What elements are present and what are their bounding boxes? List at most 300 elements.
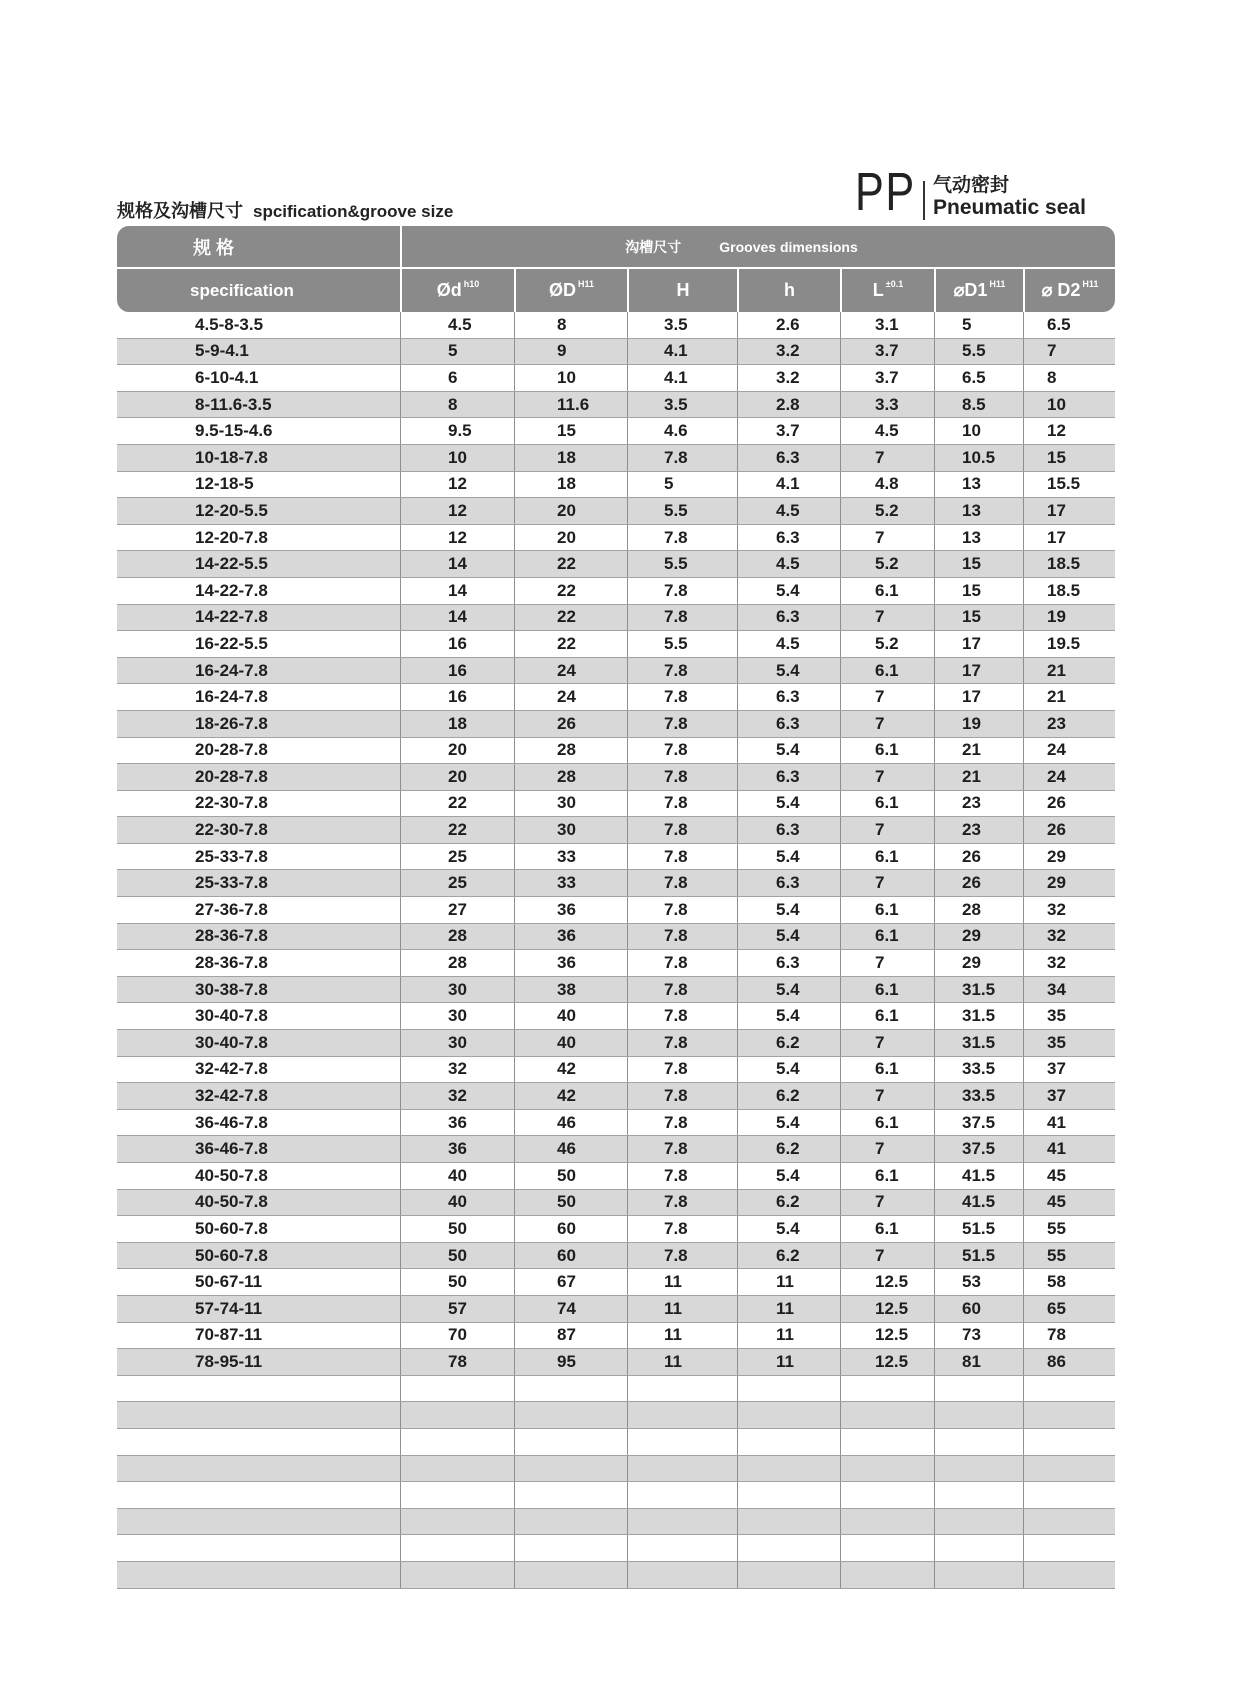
cell-d: 16 bbox=[400, 684, 514, 710]
cell-spec: 22-30-7.8 bbox=[195, 820, 268, 840]
cell-H: 5.5 bbox=[627, 551, 737, 577]
cell-L: 7 bbox=[840, 950, 934, 976]
cell-D: 36 bbox=[514, 924, 627, 950]
cell-h: 6.2 bbox=[737, 1190, 840, 1216]
cell-d bbox=[400, 1456, 514, 1482]
cell-spec: 16-24-7.8 bbox=[195, 660, 268, 680]
cell-spec: 50-60-7.8 bbox=[195, 1245, 268, 1265]
cell-L: 7 bbox=[840, 711, 934, 737]
cell-D1: 13 bbox=[934, 472, 1023, 498]
cell-D2: 26 bbox=[1023, 791, 1115, 817]
cell-D1: 37.5 bbox=[934, 1110, 1023, 1136]
cell-D2: 24 bbox=[1023, 738, 1115, 764]
table-row bbox=[117, 605, 1115, 632]
cell-d: 27 bbox=[400, 897, 514, 923]
spec-header-en: specification bbox=[190, 280, 294, 300]
cell-d: 6 bbox=[400, 365, 514, 391]
cell-L bbox=[840, 1535, 934, 1561]
cell-d: 25 bbox=[400, 870, 514, 896]
cell-d: 20 bbox=[400, 738, 514, 764]
cell-H: 11 bbox=[627, 1323, 737, 1349]
cell-spec: 4.5-8-3.5 bbox=[195, 314, 264, 334]
cell-D2: 37 bbox=[1023, 1057, 1115, 1083]
table-row bbox=[117, 1190, 1115, 1217]
table-row bbox=[117, 418, 1115, 445]
table-row bbox=[117, 1136, 1115, 1163]
column-header-label: h bbox=[784, 280, 795, 300]
column-header-label: H bbox=[676, 280, 690, 300]
cell-d: 30 bbox=[400, 1030, 514, 1056]
cell-spec: 70-87-11 bbox=[195, 1325, 263, 1345]
cell-H: 7.8 bbox=[627, 711, 737, 737]
cell-L: 4.8 bbox=[840, 472, 934, 498]
cell-D2: 21 bbox=[1023, 684, 1115, 710]
cell-H: 7.8 bbox=[627, 605, 737, 631]
table-row bbox=[117, 950, 1115, 977]
blank-row bbox=[117, 1509, 1115, 1536]
table-row bbox=[117, 392, 1115, 419]
cell-D: 74 bbox=[514, 1296, 627, 1322]
table-row bbox=[117, 1030, 1115, 1057]
cell-D1: 8.5 bbox=[934, 392, 1023, 418]
cell-L bbox=[840, 1482, 934, 1508]
cell-H: 7.8 bbox=[627, 578, 737, 604]
cell-d: 9.5 bbox=[400, 418, 514, 444]
cell-D1: 21 bbox=[934, 764, 1023, 790]
column-header-L bbox=[840, 269, 934, 312]
cell-h bbox=[737, 1482, 840, 1508]
cell-D1: 81 bbox=[934, 1349, 1023, 1375]
cell-spec: 12-18-5 bbox=[195, 474, 254, 494]
cell-D1: 26 bbox=[934, 870, 1023, 896]
cell-H: 3.5 bbox=[627, 392, 737, 418]
column-header-label: ⌀D1 bbox=[953, 280, 988, 300]
groove-header-en: Grooves dimensions bbox=[719, 238, 858, 255]
table-row bbox=[117, 365, 1115, 392]
cell-D2: 8 bbox=[1023, 365, 1115, 391]
cell-h bbox=[737, 1535, 840, 1561]
cell-D: 18 bbox=[514, 445, 627, 471]
cell-h: 6.3 bbox=[737, 950, 840, 976]
cell-D: 22 bbox=[514, 631, 627, 657]
cell-D2: 18.5 bbox=[1023, 578, 1115, 604]
cell-L bbox=[840, 1562, 934, 1588]
table-row bbox=[117, 1269, 1115, 1296]
cell-D2: 19.5 bbox=[1023, 631, 1115, 657]
cell-d: 25 bbox=[400, 844, 514, 870]
cell-L bbox=[840, 1456, 934, 1482]
cell-d: 22 bbox=[400, 817, 514, 843]
cell-h: 6.3 bbox=[737, 711, 840, 737]
table-row bbox=[117, 738, 1115, 765]
cell-D: 22 bbox=[514, 551, 627, 577]
cell-D1: 19 bbox=[934, 711, 1023, 737]
blank-row bbox=[117, 1429, 1115, 1456]
cell-D1: 5 bbox=[934, 312, 1023, 338]
cell-d bbox=[400, 1509, 514, 1535]
cell-D1: 10 bbox=[934, 418, 1023, 444]
table-row bbox=[117, 551, 1115, 578]
cell-L: 6.1 bbox=[840, 658, 934, 684]
cell-H: 7.8 bbox=[627, 658, 737, 684]
cell-D: 22 bbox=[514, 605, 627, 631]
cell-D2: 29 bbox=[1023, 870, 1115, 896]
cell-D1: 37.5 bbox=[934, 1136, 1023, 1162]
cell-H bbox=[627, 1402, 737, 1428]
cell-d: 30 bbox=[400, 1003, 514, 1029]
cell-H: 3.5 bbox=[627, 312, 737, 338]
cell-h bbox=[737, 1509, 840, 1535]
cell-spec: 57-74-11 bbox=[195, 1298, 263, 1318]
cell-D1 bbox=[934, 1402, 1023, 1428]
cell-d: 12 bbox=[400, 472, 514, 498]
cell-L: 12.5 bbox=[840, 1296, 934, 1322]
cell-L: 7 bbox=[840, 1243, 934, 1269]
cell-D1 bbox=[934, 1376, 1023, 1402]
cell-h bbox=[737, 1456, 840, 1482]
table-row bbox=[117, 1003, 1115, 1030]
section-title bbox=[117, 199, 453, 225]
cell-h: 5.4 bbox=[737, 924, 840, 950]
cell-D2: 6.5 bbox=[1023, 312, 1115, 338]
cell-D: 38 bbox=[514, 977, 627, 1003]
cell-spec: 9.5-15-4.6 bbox=[195, 421, 273, 441]
table-row bbox=[117, 897, 1115, 924]
cell-spec: 12-20-5.5 bbox=[195, 500, 268, 520]
cell-D: 24 bbox=[514, 658, 627, 684]
cell-L: 7 bbox=[840, 1190, 934, 1216]
cell-spec: 50-60-7.8 bbox=[195, 1218, 268, 1238]
cell-d: 5 bbox=[400, 339, 514, 365]
cell-d: 32 bbox=[400, 1083, 514, 1109]
cell-h: 5.4 bbox=[737, 897, 840, 923]
cell-D: 40 bbox=[514, 1030, 627, 1056]
cell-D1 bbox=[934, 1535, 1023, 1561]
cell-H bbox=[627, 1429, 737, 1455]
cell-D: 67 bbox=[514, 1269, 627, 1295]
cell-D1: 33.5 bbox=[934, 1083, 1023, 1109]
table-row bbox=[117, 924, 1115, 951]
cell-D: 40 bbox=[514, 1003, 627, 1029]
cell-spec bbox=[117, 1376, 400, 1402]
cell-spec: 36-46-7.8 bbox=[195, 1139, 268, 1159]
cell-D: 33 bbox=[514, 844, 627, 870]
cell-d: 30 bbox=[400, 977, 514, 1003]
cell-D2: 55 bbox=[1023, 1216, 1115, 1242]
spec-header-cn: 规 格 bbox=[193, 237, 235, 258]
table-row bbox=[117, 844, 1115, 871]
table-header-row-2 bbox=[117, 269, 1115, 312]
column-header-label: ⌀ D2 bbox=[1041, 280, 1081, 300]
column-header-tolerance: h10 bbox=[463, 278, 480, 289]
cell-d bbox=[400, 1535, 514, 1561]
cell-D2: 18.5 bbox=[1023, 551, 1115, 577]
cell-D1: 41.5 bbox=[934, 1163, 1023, 1189]
cell-spec: 20-28-7.8 bbox=[195, 766, 268, 786]
cell-spec: 50-67-11 bbox=[195, 1272, 263, 1292]
table-row bbox=[117, 1216, 1115, 1243]
cell-H: 7.8 bbox=[627, 1216, 737, 1242]
cell-d: 20 bbox=[400, 764, 514, 790]
cell-L: 7 bbox=[840, 764, 934, 790]
cell-h: 2.8 bbox=[737, 392, 840, 418]
cell-D2: 24 bbox=[1023, 764, 1115, 790]
cell-H: 7.8 bbox=[627, 684, 737, 710]
cell-spec: 78-95-11 bbox=[195, 1351, 263, 1371]
table-row bbox=[117, 1110, 1115, 1137]
cell-d bbox=[400, 1562, 514, 1588]
cell-d bbox=[400, 1482, 514, 1508]
cell-D2: 17 bbox=[1023, 498, 1115, 524]
cell-H: 11 bbox=[627, 1269, 737, 1295]
cell-L: 7 bbox=[840, 1030, 934, 1056]
cell-H: 7.8 bbox=[627, 1083, 737, 1109]
cell-D2: 17 bbox=[1023, 525, 1115, 551]
cell-D1: 73 bbox=[934, 1323, 1023, 1349]
cell-spec: 30-40-7.8 bbox=[195, 1006, 268, 1026]
cell-L: 3.7 bbox=[840, 365, 934, 391]
cell-d: 28 bbox=[400, 950, 514, 976]
cell-D2: 29 bbox=[1023, 844, 1115, 870]
cell-spec bbox=[117, 1402, 400, 1428]
cell-L: 5.2 bbox=[840, 498, 934, 524]
cell-L bbox=[840, 1509, 934, 1535]
cell-D1: 23 bbox=[934, 791, 1023, 817]
cell-D1: 15 bbox=[934, 578, 1023, 604]
cell-L: 6.1 bbox=[840, 1163, 934, 1189]
groove-header-cn: 沟槽尺寸 bbox=[625, 238, 682, 255]
cell-d bbox=[400, 1402, 514, 1428]
cell-h: 5.4 bbox=[737, 1216, 840, 1242]
cell-L bbox=[840, 1429, 934, 1455]
cell-h: 6.3 bbox=[737, 764, 840, 790]
cell-D1 bbox=[934, 1456, 1023, 1482]
blank-row bbox=[117, 1456, 1115, 1483]
cell-D bbox=[514, 1402, 627, 1428]
cell-spec: 40-50-7.8 bbox=[195, 1165, 268, 1185]
cell-L: 3.3 bbox=[840, 392, 934, 418]
cell-H: 11 bbox=[627, 1349, 737, 1375]
cell-d: 4.5 bbox=[400, 312, 514, 338]
cell-D2: 58 bbox=[1023, 1269, 1115, 1295]
cell-D: 24 bbox=[514, 684, 627, 710]
cell-d: 22 bbox=[400, 791, 514, 817]
cell-D: 22 bbox=[514, 578, 627, 604]
cell-D1 bbox=[934, 1482, 1023, 1508]
cell-spec: 32-42-7.8 bbox=[195, 1086, 268, 1106]
cell-H: 7.8 bbox=[627, 445, 737, 471]
cell-D: 60 bbox=[514, 1216, 627, 1242]
cell-H: 5 bbox=[627, 472, 737, 498]
cell-H: 7.8 bbox=[627, 1057, 737, 1083]
cell-h: 3.2 bbox=[737, 339, 840, 365]
column-header-D bbox=[514, 269, 627, 312]
cell-spec: 30-40-7.8 bbox=[195, 1032, 268, 1052]
cell-spec: 14-22-7.8 bbox=[195, 607, 268, 627]
cell-D2: 55 bbox=[1023, 1243, 1115, 1269]
cell-d bbox=[400, 1429, 514, 1455]
cell-D1: 31.5 bbox=[934, 1030, 1023, 1056]
cell-d: 50 bbox=[400, 1269, 514, 1295]
cell-D1: 51.5 bbox=[934, 1216, 1023, 1242]
cell-D1: 51.5 bbox=[934, 1243, 1023, 1269]
column-header-D1 bbox=[934, 269, 1023, 312]
cell-D1: 6.5 bbox=[934, 365, 1023, 391]
cell-L: 4.5 bbox=[840, 418, 934, 444]
cell-D2 bbox=[1023, 1562, 1115, 1588]
table-row bbox=[117, 1323, 1115, 1350]
cell-D1: 5.5 bbox=[934, 339, 1023, 365]
cell-L: 6.1 bbox=[840, 977, 934, 1003]
cell-h: 2.6 bbox=[737, 312, 840, 338]
cell-D2: 10 bbox=[1023, 392, 1115, 418]
table-row bbox=[117, 498, 1115, 525]
cell-h: 6.2 bbox=[737, 1243, 840, 1269]
cell-D1: 26 bbox=[934, 844, 1023, 870]
cell-D2: 23 bbox=[1023, 711, 1115, 737]
cell-h: 3.7 bbox=[737, 418, 840, 444]
table-row bbox=[117, 1296, 1115, 1323]
cell-h: 11 bbox=[737, 1323, 840, 1349]
cell-d: 50 bbox=[400, 1243, 514, 1269]
cell-L: 5.2 bbox=[840, 551, 934, 577]
cell-spec: 16-22-5.5 bbox=[195, 633, 268, 653]
cell-D1: 21 bbox=[934, 738, 1023, 764]
cell-d: 36 bbox=[400, 1136, 514, 1162]
blank-row bbox=[117, 1482, 1115, 1509]
table-row bbox=[117, 525, 1115, 552]
cell-h bbox=[737, 1429, 840, 1455]
cell-D1: 29 bbox=[934, 950, 1023, 976]
cell-D bbox=[514, 1535, 627, 1561]
table-row bbox=[117, 1243, 1115, 1270]
cell-spec: 14-22-5.5 bbox=[195, 554, 268, 574]
cell-h: 6.2 bbox=[737, 1136, 840, 1162]
cell-spec: 20-28-7.8 bbox=[195, 740, 268, 760]
table-row bbox=[117, 764, 1115, 791]
cell-H: 11 bbox=[627, 1296, 737, 1322]
cell-L: 6.1 bbox=[840, 844, 934, 870]
cell-L bbox=[840, 1376, 934, 1402]
cell-D2: 65 bbox=[1023, 1296, 1115, 1322]
cell-h: 4.1 bbox=[737, 472, 840, 498]
cell-D: 11.6 bbox=[514, 392, 627, 418]
cell-D: 9 bbox=[514, 339, 627, 365]
cell-H bbox=[627, 1562, 737, 1588]
cell-d: 18 bbox=[400, 711, 514, 737]
cell-d: 50 bbox=[400, 1216, 514, 1242]
cell-d: 78 bbox=[400, 1349, 514, 1375]
cell-D2: 45 bbox=[1023, 1163, 1115, 1189]
section-title-en: spcification&groove size bbox=[253, 202, 454, 221]
cell-H: 7.8 bbox=[627, 791, 737, 817]
cell-D1: 60 bbox=[934, 1296, 1023, 1322]
cell-D: 50 bbox=[514, 1190, 627, 1216]
cell-H: 7.8 bbox=[627, 1136, 737, 1162]
column-header-D2 bbox=[1023, 269, 1115, 312]
cell-spec bbox=[117, 1429, 400, 1455]
cell-h: 5.4 bbox=[737, 977, 840, 1003]
table-row bbox=[117, 658, 1115, 685]
cell-D2: 34 bbox=[1023, 977, 1115, 1003]
cell-D: 36 bbox=[514, 950, 627, 976]
cell-H: 7.8 bbox=[627, 817, 737, 843]
blank-row bbox=[117, 1376, 1115, 1403]
cell-D: 15 bbox=[514, 418, 627, 444]
cell-L: 6.1 bbox=[840, 578, 934, 604]
cell-D: 60 bbox=[514, 1243, 627, 1269]
cell-H: 7.8 bbox=[627, 977, 737, 1003]
cell-L: 5.2 bbox=[840, 631, 934, 657]
cell-L: 7 bbox=[840, 1083, 934, 1109]
cell-L: 7 bbox=[840, 525, 934, 551]
cell-spec bbox=[117, 1456, 400, 1482]
cell-H bbox=[627, 1456, 737, 1482]
column-header-tolerance: H11 bbox=[577, 278, 594, 289]
cell-d: 12 bbox=[400, 525, 514, 551]
cell-spec: 28-36-7.8 bbox=[195, 926, 268, 946]
cell-spec: 8-11.6-3.5 bbox=[195, 394, 272, 414]
table-row bbox=[117, 870, 1115, 897]
cell-D: 18 bbox=[514, 472, 627, 498]
cell-D1 bbox=[934, 1509, 1023, 1535]
cell-D2 bbox=[1023, 1509, 1115, 1535]
cell-h: 6.2 bbox=[737, 1083, 840, 1109]
cell-L: 3.1 bbox=[840, 312, 934, 338]
cell-D1: 29 bbox=[934, 924, 1023, 950]
cell-D1: 13 bbox=[934, 498, 1023, 524]
cell-h: 4.5 bbox=[737, 498, 840, 524]
cell-D1: 15 bbox=[934, 605, 1023, 631]
cell-D1 bbox=[934, 1429, 1023, 1455]
cell-H bbox=[627, 1482, 737, 1508]
cell-d: 40 bbox=[400, 1163, 514, 1189]
cell-h: 5.4 bbox=[737, 1163, 840, 1189]
cell-d: 57 bbox=[400, 1296, 514, 1322]
table-row bbox=[117, 684, 1115, 711]
cell-h: 5.4 bbox=[737, 1003, 840, 1029]
table-row bbox=[117, 339, 1115, 366]
cell-D2 bbox=[1023, 1429, 1115, 1455]
cell-D: 28 bbox=[514, 764, 627, 790]
cell-D2: 35 bbox=[1023, 1003, 1115, 1029]
cell-spec: 12-20-7.8 bbox=[195, 527, 268, 547]
cell-spec: 25-33-7.8 bbox=[195, 846, 268, 866]
cell-spec: 40-50-7.8 bbox=[195, 1192, 268, 1212]
column-header-H bbox=[627, 269, 737, 312]
cell-D1: 41.5 bbox=[934, 1190, 1023, 1216]
cell-H: 7.8 bbox=[627, 525, 737, 551]
cell-L: 6.1 bbox=[840, 1057, 934, 1083]
blank-row bbox=[117, 1402, 1115, 1429]
cell-spec: 32-42-7.8 bbox=[195, 1059, 268, 1079]
cell-D bbox=[514, 1482, 627, 1508]
cell-spec: 5-9-4.1 bbox=[195, 341, 249, 361]
cell-D bbox=[514, 1562, 627, 1588]
cell-h: 11 bbox=[737, 1349, 840, 1375]
cell-D: 42 bbox=[514, 1057, 627, 1083]
cell-L bbox=[840, 1402, 934, 1428]
cell-D1 bbox=[934, 1562, 1023, 1588]
cell-H bbox=[627, 1535, 737, 1561]
cell-H: 7.8 bbox=[627, 950, 737, 976]
table-row bbox=[117, 445, 1115, 472]
cell-h: 6.3 bbox=[737, 870, 840, 896]
cell-L: 7 bbox=[840, 1136, 934, 1162]
column-header-tolerance: H11 bbox=[989, 278, 1006, 289]
cell-D: 46 bbox=[514, 1110, 627, 1136]
cell-L: 7 bbox=[840, 445, 934, 471]
